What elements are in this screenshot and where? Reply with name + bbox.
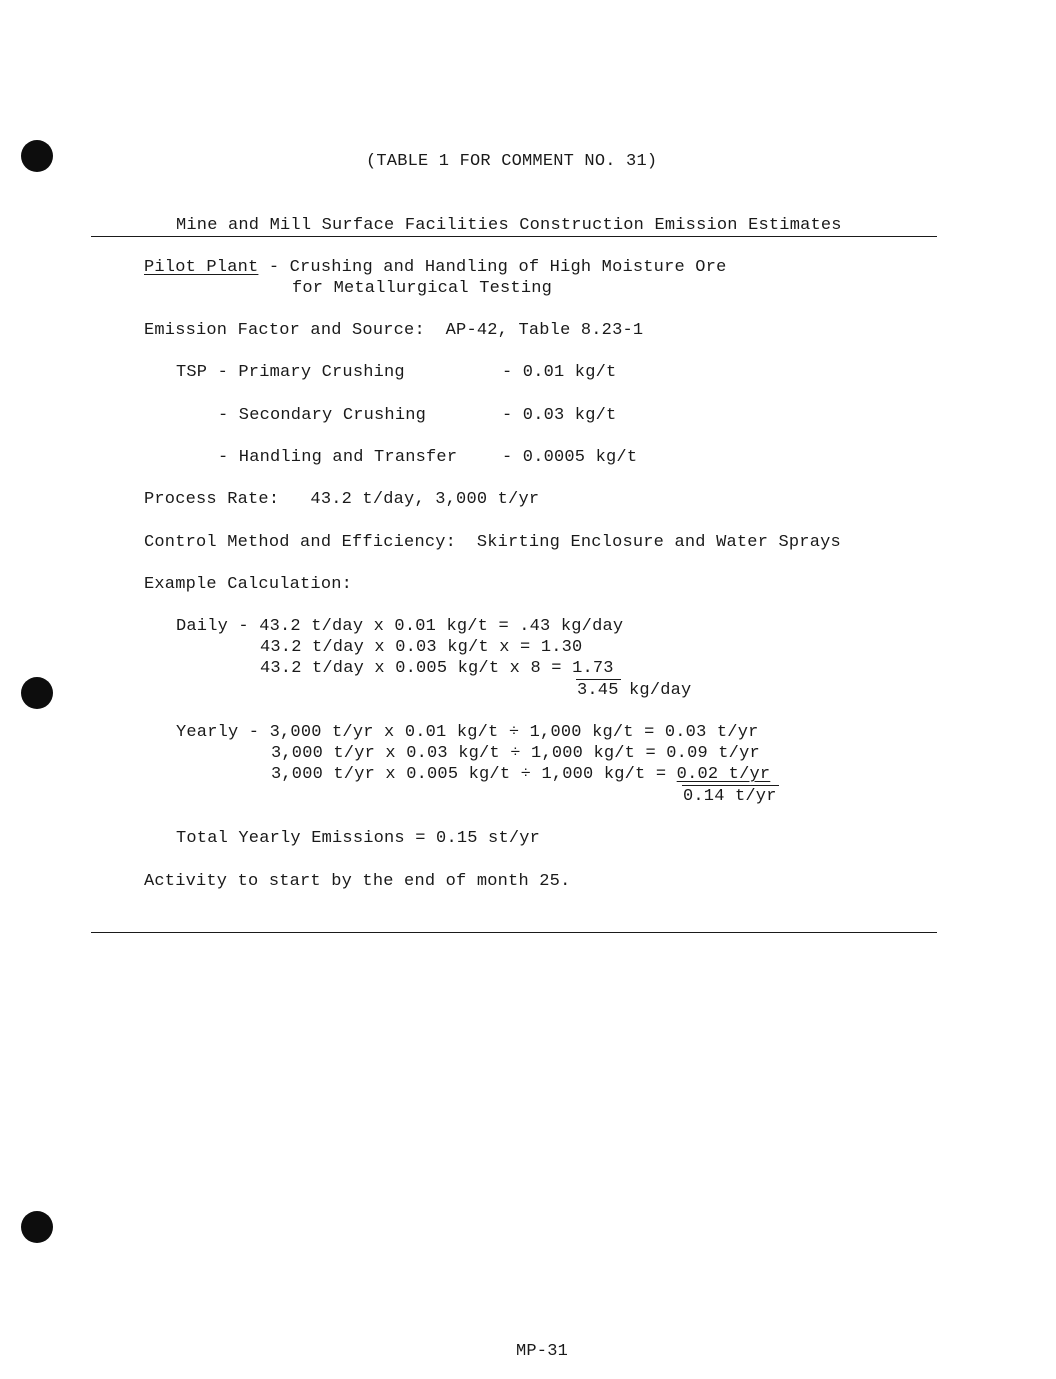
pilot-plant-description-cont: for Metallurgical Testing bbox=[292, 279, 553, 298]
daily-line-3-value: 1.73 bbox=[572, 659, 614, 678]
activity-start-note: Activity to start by the end of month 25. bbox=[144, 872, 571, 891]
pilot-plant-description: - Crushing and Handling of High Moisture Ore bbox=[258, 258, 727, 277]
bottom-rule bbox=[91, 932, 937, 933]
tsp-secondary-label: - Secondary Crushing bbox=[218, 406, 427, 425]
yearly-line-2: 3,000 t/yr x 0.03 kg/t ÷ 1,000 kg/t = 0.09 t/yr bbox=[271, 744, 760, 763]
document-title: Mine and Mill Surface Facilities Construction Emission Estimates bbox=[176, 216, 842, 235]
yearly-total: 0.14 t/yr bbox=[683, 787, 777, 806]
tsp-handling-label: - Handling and Transfer bbox=[218, 448, 458, 467]
daily-line-2: 43.2 t/day x 0.03 kg/t x = 1.30 bbox=[260, 638, 583, 657]
daily-line-3-expression: 43.2 t/day x 0.005 kg/t x 8 = bbox=[260, 659, 573, 678]
binder-hole-middle bbox=[21, 677, 53, 709]
total-yearly-emissions: Total Yearly Emissions = 0.15 st/yr bbox=[176, 829, 541, 848]
binder-hole-bottom bbox=[21, 1211, 53, 1243]
daily-line-3 bbox=[260, 658, 614, 679]
daily-line-1: Daily - 43.2 t/day x 0.01 kg/t = .43 kg/day bbox=[176, 617, 624, 636]
daily-total-unit: kg/day bbox=[618, 681, 692, 700]
tsp-primary-value: - 0.01 kg/t bbox=[502, 363, 617, 382]
example-calculation-heading: Example Calculation: bbox=[144, 575, 353, 594]
page-number: MP-31 bbox=[516, 1342, 569, 1361]
yearly-line-3 bbox=[271, 764, 770, 785]
control-method-line: Control Method and Efficiency: Skirting Enclosure and Water Sprays bbox=[144, 533, 841, 552]
table-caption: (TABLE 1 FOR COMMENT NO. 31) bbox=[366, 152, 658, 171]
tsp-primary-label: TSP - Primary Crushing bbox=[176, 363, 405, 382]
process-rate-line: Process Rate: 43.2 t/day, 3,000 t/yr bbox=[144, 490, 540, 509]
emission-factor-line: Emission Factor and Source: AP-42, Table 8.23-1 bbox=[144, 321, 644, 340]
title-rule bbox=[91, 236, 937, 237]
yearly-line-3-expression: 3,000 t/yr x 0.005 kg/t ÷ 1,000 kg/t = bbox=[271, 765, 677, 784]
tsp-handling-value: - 0.0005 kg/t bbox=[502, 448, 638, 467]
daily-total-line bbox=[577, 680, 691, 701]
binder-hole-top bbox=[21, 140, 53, 172]
tsp-secondary-value: - 0.03 kg/t bbox=[502, 406, 617, 425]
yearly-line-3-value: 0.02 t/yr bbox=[676, 765, 771, 784]
yearly-line-1: Yearly - 3,000 t/yr x 0.01 kg/t ÷ 1,000 kg/t = 0.03 t/yr bbox=[176, 723, 759, 742]
daily-total-value: 3.45 bbox=[577, 681, 619, 700]
pilot-plant-label: Pilot Plant bbox=[144, 258, 259, 277]
pilot-plant-line bbox=[144, 257, 727, 278]
